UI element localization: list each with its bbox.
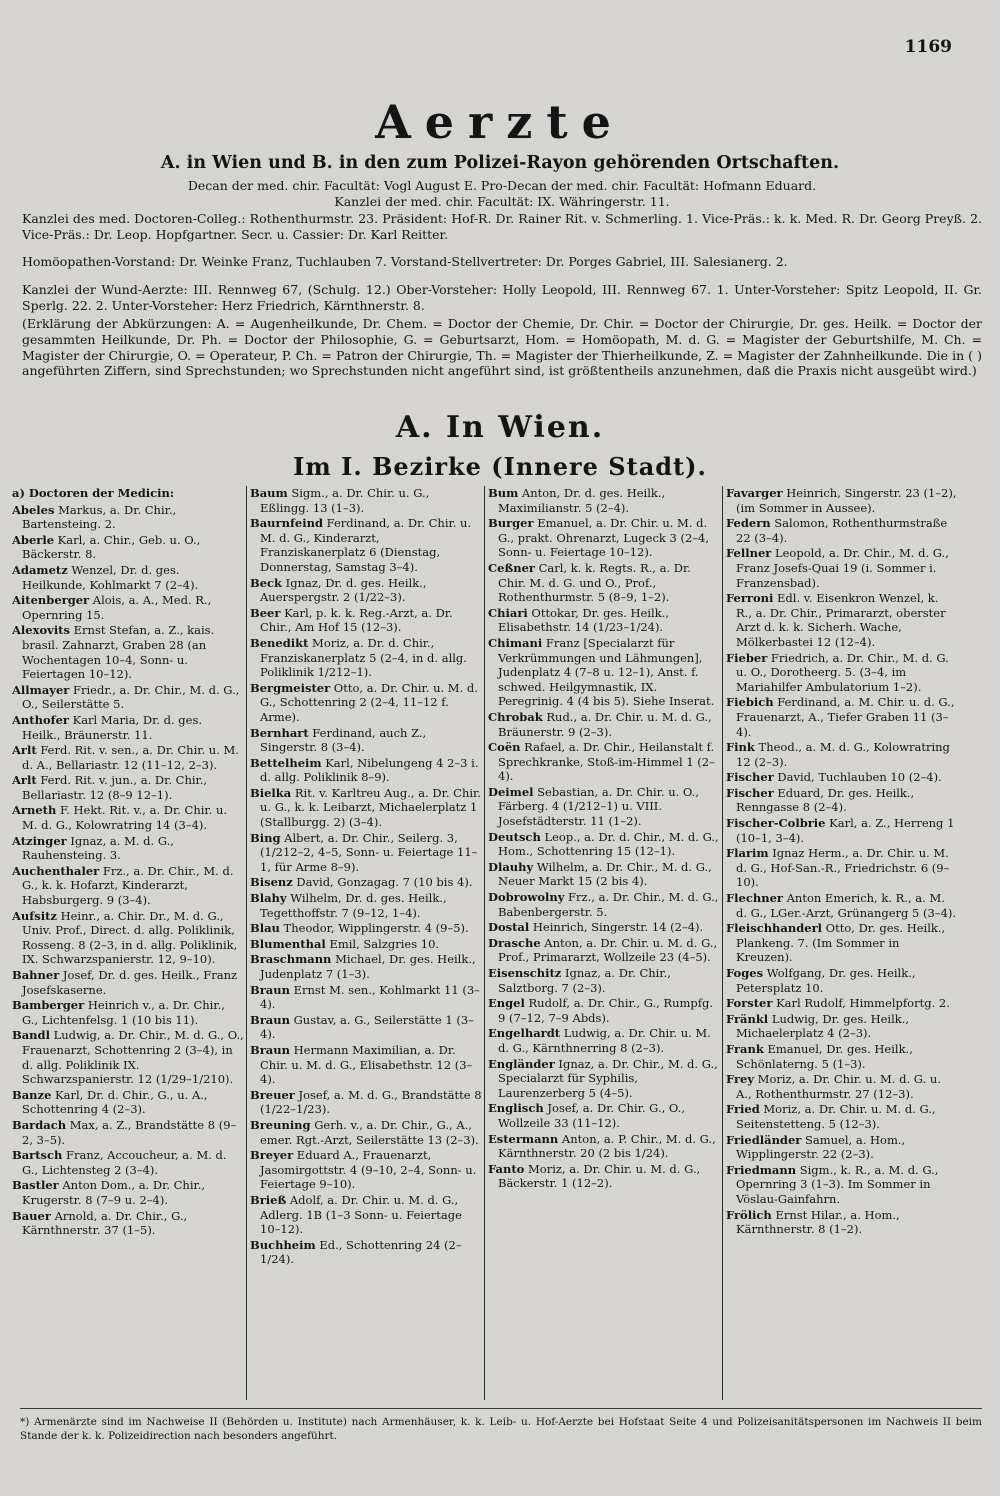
physician-entry — [488, 1101, 720, 1130]
physician-details: Edl. v. Eisenkron Wenzel, k. R., a. Dr. Chir., Primararzt, oberster Arzt d. k. k. Sicherh. Wache, Mölkerbastei 12 (12–4). — [736, 591, 946, 649]
column-divider — [484, 486, 485, 1400]
physician-details: Arnold, a. Dr. Chir., G., Kärnthnerstr. 37 (1–5). — [22, 1208, 188, 1238]
physician-name: Auchenthaler — [12, 863, 100, 878]
physician-name: Arlt — [12, 773, 37, 788]
physician-entry — [250, 937, 482, 952]
column-3 — [488, 486, 720, 1400]
physician-details: Eduard, Dr. ges. Heilk., Renngasse 8 (2–4). — [736, 785, 915, 815]
column-4 — [726, 486, 958, 1400]
physician-details: Ernst M. sen., Kohlmarkt 11 (3–4). — [260, 982, 480, 1012]
physician-name: Bardach — [12, 1117, 67, 1132]
physician-entry — [12, 834, 244, 863]
physician-details: Ignaz Herm., a. Dr. Chir. u. M. d. G., Hof-San.-R., Friedrichstr. 6 (9–10). — [736, 846, 950, 890]
physician-entry — [726, 1163, 958, 1207]
physician-name: Bielka — [250, 785, 292, 800]
physician-name: Braun — [250, 1012, 290, 1027]
physician-details: Wilhelm, Dr. d. ges. Heilk., Tegetthoffstr. 7 (9–12, 1–4). — [260, 891, 447, 920]
physician-details: Frz., a. Dr. Chir., M. d. G., k. k. Hofarzt, Kinderarzt, Habsburgerg. 9 (3–4). — [22, 863, 234, 908]
physician-details: Ferdinand, a. M. Chir. u. d. G., Frauenarzt, A., Tiefer Graben 11 (3–4). — [736, 695, 955, 739]
physician-entry — [488, 486, 720, 515]
physician-entry — [726, 1133, 958, 1162]
physician-details: Alois, a. A., Med. R., Opernring 15. — [22, 593, 212, 622]
physician-entry — [488, 740, 720, 784]
physician-entry — [250, 486, 482, 515]
physician-name: Chimani — [488, 635, 543, 650]
physician-entry — [726, 740, 958, 769]
physician-details: Anton, a. Dr. Chir. u. M. d. G., Prof., Primararzt, Wollzeile 23 (4–5). — [498, 935, 718, 965]
physician-entry — [726, 891, 958, 920]
physician-entry — [250, 891, 482, 920]
header-surgeons-office: Kanzlei der Wund-Aerzte: III. Rennweg 67, (Schulg. 12.) Ober-Vorsteher: Holly Leopold, III. Rennweg 67. 1. Unter-Vorsteher: Spitz Leopold, II. Gr. Sperlg. 22. 2. Unter-Vorsteher: Herz Friedrich, Kärnthnerstr. 8. — [22, 282, 982, 313]
physician-details: Leopold, a. Dr. Chir., M. d. G., Franz Josefs-Quai 19 (i. Sommer i. Franzensbad). — [736, 546, 949, 590]
physician-entry — [250, 726, 482, 755]
physician-details: Karl, Dr. d. Chir., G., u. A., Schottenring 4 (2–3). — [22, 1087, 208, 1117]
physician-entry — [726, 651, 958, 695]
physician-details: Moriz, a. Dr. Chir. u. M. d. G., Bäckerstr. 1 (12–2). — [498, 1161, 701, 1191]
physician-entry — [726, 486, 958, 515]
page-subtitle: A. in Wien und B. in den zum Polizei-Rayon gehörenden Ortschaften. — [160, 153, 840, 173]
physician-entry — [250, 681, 482, 725]
physician-details: Otto, Dr. ges. Heilk., Plankeng. 7. (Im Sommer in Kreuzen). — [736, 921, 946, 965]
physician-name: Blumenthal — [250, 936, 326, 951]
physician-name: Arlt — [12, 743, 37, 758]
physician-name: Fieber — [726, 650, 768, 665]
physician-name: Bettelheim — [250, 755, 322, 770]
physician-name: Arneth — [12, 803, 57, 818]
column-1 — [12, 486, 244, 1400]
physician-name: Breuning — [250, 1117, 311, 1132]
physician-entry — [726, 921, 958, 965]
physician-entry — [12, 1178, 244, 1207]
physician-details: Gerh. v., a. Dr. Chir., G., A., emer. Rgt.-Arzt, Seilerstätte 13 (2–3). — [260, 1117, 479, 1147]
physician-name: Drasche — [488, 935, 541, 950]
physician-name: Friedmann — [726, 1162, 797, 1177]
physician-details: Josef, a. M. d. G., Brandstätte 8 (1/22–1/23). — [260, 1087, 482, 1117]
physician-details: Karl, p. k. k. Reg.-Arzt, a. Dr. Chir., Am Hof 15 (12–3). — [260, 605, 453, 635]
physician-details: Wenzel, Dr. d. ges. Heilkunde, Kohlmarkt 7 (2–4). — [22, 562, 199, 592]
physician-name: Fischer — [726, 785, 774, 800]
physician-details: Karl, Nibelungeng 4 2–3 i. d. allg. Poliklinik 8–9). — [260, 755, 479, 785]
physician-details: Anton, a. P. Chir., M. d. G., Kärnthnerstr. 20 (2 bis 1/24). — [498, 1131, 716, 1161]
physician-name: Baurnfeind — [250, 516, 323, 531]
physician-name: Deutsch — [488, 829, 541, 844]
physician-name: Fried — [726, 1102, 760, 1117]
physician-name: Bauer — [12, 1208, 51, 1223]
physician-details: Max, a. Z., Brandstätte 8 (9–2, 3–5). — [22, 1117, 237, 1147]
physician-entry — [250, 756, 482, 785]
physician-details: Rit. v. Karltreu Aug., a. Dr. Chir. u. G., k. k. Leibarzt, Michaelerplatz 1 (Stallburgg. 2) (3–4). — [260, 785, 481, 830]
physician-details: Carl, k. k. Regts. R., a. Dr. Chir. M. d. G. und O., Prof., Rothenthurmstr. 5 (8–9, 1–2). — [498, 560, 691, 605]
physician-details: Wolfgang, Dr. ges. Heilk., Petersplatz 10. — [736, 966, 916, 995]
physician-details: Josef, a. Dr. Chir. G., O., Wollzeile 33 (11–12). — [498, 1101, 685, 1130]
physician-name: Fleischhanderl — [726, 921, 823, 936]
physician-details: Karl Maria, Dr. d. ges. Heilk., Bräunerstr. 11. — [22, 712, 203, 742]
physician-entry — [488, 1132, 720, 1161]
physician-details: Sebastian, a. Dr. Chir. u. O., Färberg. 4 (1/212–1) u. VIII. Josefstädterstr. 11 (1–2). — [498, 784, 699, 829]
physician-details: Ignaz, a. Dr. Chir., Salztborg. 7 (2–3). — [498, 966, 671, 995]
physician-name: Forster — [726, 996, 773, 1011]
section-title: A. In Wien. — [395, 410, 605, 445]
column-1-entries — [12, 503, 244, 1238]
physician-details: Leop., a. Dr. d. Chir., M. d. G., Hom., Schottenring 15 (12–1). — [498, 829, 719, 859]
district-title: Im I. Bezirke (Innere Stadt). — [293, 452, 707, 481]
physician-entry — [250, 1238, 482, 1267]
physician-entry — [726, 846, 958, 890]
physician-name: Braschmann — [250, 952, 332, 967]
page-number: 1169 — [904, 37, 952, 57]
physician-details: Samuel, a. Hom., Wipplingerstr. 22 (2–3). — [736, 1132, 906, 1162]
physician-entry — [726, 516, 958, 545]
physician-name: Frank — [726, 1041, 764, 1056]
physician-name: Breyer — [250, 1148, 294, 1163]
physician-details: Eduard A., Frauenarzt, Jasomirgottstr. 4 (9–10, 2–4, Sonn- u. Feiertage 9–10). — [260, 1148, 477, 1192]
physician-details: Moriz, a. Dr. d. Chir., Franziskanerplatz 5 (2–4, in d. allg. Poliklinik 1/212–1). — [260, 635, 467, 680]
physician-name: Alexovits — [12, 623, 70, 638]
physician-entry — [12, 1148, 244, 1177]
column-2-entries — [250, 486, 482, 1267]
physician-name: Allmayer — [12, 682, 70, 697]
physician-details: Heinr., a. Chir. Dr., M. d. G., Univ. Prof., Direct. d. allg. Poliklinik, Rosseng. 8 (2–3, in d. allg. Poliklinik, IX. Schwarzspanierstr. 12, 9–10). — [22, 908, 238, 967]
physician-name: Buchheim — [250, 1237, 316, 1252]
physician-name: Engelhardt — [488, 1026, 561, 1041]
physician-entry — [250, 636, 482, 680]
physician-name: Fink — [726, 740, 755, 755]
physician-name: Bernhart — [250, 725, 309, 740]
physician-name: Abeles — [12, 502, 55, 517]
physician-details: Ignaz, Dr. d. ges. Heilk., Auerspergstr. 2 (1/22–3). — [260, 575, 427, 605]
physician-details: Rafael, a. Dr. Chir., Heilanstalt f. Sprechkranke, Stoß-im-Himmel 1 (2–4). — [498, 740, 715, 784]
header-homoeopaths: Homöopathen-Vorstand: Dr. Weinke Franz, Tuchlauben 7. Vorstand-Stellvertreter: Dr. Porges Gabriel, III. Salesianerg. 2. — [22, 254, 788, 269]
physician-entry — [12, 533, 244, 562]
physician-details: Albert, a. Dr. Chir., Seilerg. 3, (1/212–2, 4–5, Sonn- u. Feiertage 11–1, für Arme 8–9). — [260, 830, 478, 874]
physician-name: Aitenberger — [12, 593, 90, 608]
physician-entry — [12, 909, 244, 967]
physician-entry — [12, 713, 244, 742]
physician-details: Ludwig, Dr. ges. Heilk., Michaelerplatz 4 (2–3). — [736, 1011, 910, 1041]
physician-details: Heinrich, Singerstr. 14 (2–4). — [529, 920, 704, 935]
physician-details: Karl Rudolf, Himmelpfortg. 2. — [772, 996, 950, 1011]
physician-entry — [488, 785, 720, 829]
physician-name: Fiebich — [726, 695, 774, 710]
physician-details: Gustav, a. G., Seilerstätte 1 (3–4). — [260, 1012, 474, 1042]
physician-details: Karl, a. Z., Herreng 1 (10–1, 3–4). — [736, 816, 955, 845]
physician-name: Bastler — [12, 1178, 59, 1193]
physician-details: Salomon, Rothenthurmstraße 22 (3–4). — [736, 516, 948, 545]
physician-details: F. Hekt. Rit. v., a. Dr. Chir. u. M. d. G., Kolowratring 14 (3–4). — [22, 803, 228, 833]
physician-name: Beer — [250, 605, 281, 620]
physician-name: Blahy — [250, 891, 287, 906]
header-college-office: Kanzlei des med. Doctoren-Colleg.: Rothenthurmstr. 23. Präsident: Hof-R. Dr. Rainer Rit. v. Schmerling. 1. Vice-Präs.: k. k. Med. R. Dr. Georg Preyß. 2. Vice-Präs.: Dr. Leop. Hopfgartner. Secr. u. Cassier: Dr. Karl Reitter. — [22, 211, 982, 242]
physician-entry — [726, 966, 958, 995]
physician-name: Aufsitz — [12, 908, 57, 923]
physician-details: Hermann Maximilian, a. Dr. Chir. u. M. d. G., Elisabethstr. 12 (3–4). — [260, 1042, 473, 1087]
physician-entry — [488, 830, 720, 859]
physician-name: Benedikt — [250, 635, 309, 650]
physician-details: Heinrich v., a. Dr. Chir., G., Lichtenfelsg. 1 (10 bis 11). — [22, 998, 225, 1027]
physician-entry — [250, 606, 482, 635]
physician-details: Ferdinand, auch Z., Singerstr. 8 (3–4). — [260, 725, 427, 755]
physician-name: Flechner — [726, 891, 783, 906]
physician-details: Rud., a. Dr. Chir. u. M. d. G., Bräunerstr. 9 (2–3). — [498, 709, 712, 739]
physician-name: Ceßner — [488, 560, 535, 575]
physician-name: Fischer-Colbrie — [726, 816, 826, 831]
physician-name: Friedländer — [726, 1132, 802, 1147]
physician-details: Rudolf, a. Dr. Chir., G., Rumpfg. 9 (7–12, 7–9 Abds). — [498, 996, 714, 1025]
physician-entry — [726, 1102, 958, 1131]
physician-details: Ernst Stefan, a. Z., kais. brasil. Zahnarzt, Graben 28 (an Wochentagen 10–4, Sonn- u. Feiertagen 10–12). — [22, 623, 215, 682]
physician-entry — [726, 786, 958, 815]
physician-entry — [488, 710, 720, 739]
physician-entry — [250, 1043, 482, 1087]
physician-entry — [488, 606, 720, 635]
physician-details: Ludwig, a. Dr. Chir., M. d. G., O., Frauenarzt, Schottenring 2 (3–4), in d. allg. Poliklinik IX. Schwarzspanierstr. 12 (1/29–1/210). — [22, 1028, 244, 1087]
physician-details: Friedrich, a. Dr. Chir., M. d. G. u. O., Dorotheerg. 5. (3–4, im Mariahilfer Ambulatorium 1–2). — [736, 650, 949, 694]
physician-name: Fischer — [726, 770, 774, 785]
physician-name: Banze — [12, 1087, 52, 1102]
physician-name: Baum — [250, 486, 288, 500]
physician-details: David, Gonzagag. 7 (10 bis 4). — [292, 875, 473, 890]
physician-name: Dobrowolny — [488, 890, 565, 905]
physician-details: Emil, Salzgries 10. — [325, 936, 440, 951]
physician-name: Bum — [488, 486, 519, 500]
physician-details: Wilhelm, a. Dr. Chir., M. d. G., Neuer Markt 15 (2 bis 4). — [498, 859, 712, 889]
physician-entry — [726, 1208, 958, 1237]
physician-name: Bartsch — [12, 1148, 63, 1163]
physician-name: Burger — [488, 516, 534, 531]
physician-name: Chiari — [488, 605, 528, 620]
physician-name: Fanto — [488, 1161, 525, 1176]
physician-entry — [12, 1118, 244, 1147]
physician-name: Bing — [250, 830, 281, 845]
physician-details: Josef, Dr. d. ges. Heilk., Franz Josefskaserne. — [22, 968, 238, 997]
footnote: *) Armenärzte sind im Nachweise II (Behörden u. Institute) nach Armenhäuser, k. k. Leib- u. Hof-Aerzte bei Hofstaat Seite 4 und Polizeisanitätspersonen im Nachweis II beim Stande der k. k. Polizeidirection nach besonders angeführt. — [20, 1416, 982, 1442]
physician-entry — [250, 921, 482, 936]
physician-name: Deimel — [488, 784, 534, 799]
physician-name: Bisenz — [250, 875, 293, 890]
physician-entry — [488, 1162, 720, 1191]
physician-details: Ludwig, a. Dr. Chir. u. M. d. G., Kärnthnerring 8 (2–3). — [498, 1026, 711, 1055]
physician-entry — [12, 563, 244, 592]
physician-entry — [12, 864, 244, 908]
physician-entry — [488, 561, 720, 605]
physician-entry — [726, 996, 958, 1011]
physician-name: Braun — [250, 1042, 290, 1057]
physician-name: Frölich — [726, 1207, 772, 1222]
physician-entry — [12, 1088, 244, 1117]
physician-name: Aberle — [12, 532, 55, 547]
physician-entry — [488, 890, 720, 919]
physician-name: Flarim — [726, 846, 769, 861]
physician-entry — [12, 1028, 244, 1086]
physician-details: Ferdinand, a. Dr. Chir. u. M. d. G., Kinderarzt, Franziskanerplatz 6 (Dienstag, Donnerstag, Samstag 3–4). — [260, 516, 472, 574]
physician-entry — [488, 1057, 720, 1101]
column-4-entries — [726, 486, 958, 1237]
physician-entry — [488, 516, 720, 560]
physician-entry — [250, 831, 482, 875]
physician-details: David, Tuchlauben 10 (2–4). — [773, 770, 942, 785]
physician-details: Theod., a. M. d. G., Kolowratring 12 (2–3). — [736, 740, 950, 769]
physician-entry — [12, 998, 244, 1027]
physician-name: Brieß — [250, 1192, 287, 1207]
physician-entry — [250, 1013, 482, 1042]
physician-details: Ferd. Rit. v. sen., a. Dr. Chir. u. M. d. A., Bellariastr. 12 (11–12, 2–3). — [22, 743, 239, 772]
physician-name: Fränkl — [726, 1011, 769, 1026]
physician-name: Favarger — [726, 486, 783, 500]
physician-entry — [488, 860, 720, 889]
physician-name: Breuer — [250, 1087, 295, 1102]
physician-entry — [12, 683, 244, 712]
physician-entry — [12, 968, 244, 997]
physician-name: Beck — [250, 575, 283, 590]
physician-entry — [250, 983, 482, 1012]
physician-entry — [726, 816, 958, 845]
header-dean-line: Decan der med. chir. Facultät: Vogl August E. Pro-Decan der med. chir. Facultät: Hofmann Eduard. — [187, 178, 817, 193]
physician-entry — [726, 591, 958, 649]
physician-details: Michael, Dr. ges. Heilk., Judenplatz 7 (1–3). — [260, 952, 476, 981]
physician-entry — [488, 920, 720, 935]
physician-details: Adolf, a. Dr. Chir. u. M. d. G., Adlerg. 1B (1–3 Sonn- u. Feiertage 10–12). — [260, 1192, 462, 1237]
physician-name: Bamberger — [12, 998, 85, 1013]
physician-entry — [250, 952, 482, 981]
physician-entry — [250, 1088, 482, 1117]
physician-details: Ignaz, a. Dr. Chir., M. d. G., Specialarzt für Syphilis, Laurenzerberg 5 (4–5). — [498, 1056, 718, 1100]
header-faculty-office: Kanzlei der med. chir. Facultät: IX. Währingerstr. 11. — [334, 194, 670, 209]
footnote-divider — [20, 1408, 982, 1409]
physician-entry — [726, 695, 958, 739]
physician-entry — [488, 1026, 720, 1055]
physician-entry — [488, 996, 720, 1025]
physician-name: Anthofer — [12, 712, 69, 727]
physician-entry — [726, 1042, 958, 1071]
physician-details: Frz., a. Dr. Chir., M. d. G., Babenbergerstr. 5. — [498, 890, 719, 919]
physician-details: Moriz, a. Dr. Chir. u. M. d. G. u. A., Rothenthurmstr. 27 (12–3). — [736, 1072, 941, 1101]
physician-entry — [250, 1118, 482, 1147]
column-divider — [246, 486, 247, 1400]
physician-details: Ed., Schottenring 24 (2–1/24). — [260, 1237, 462, 1267]
physician-details: Markus, a. Dr. Chir., Bartensteing. 2. — [22, 502, 177, 532]
physician-details: Emanuel, a. Dr. Chir. u. M. d. G., prakt. Ohrenarzt, Lugeck 3 (2–4, Sonn- u. Feiertage 10–12). — [498, 516, 710, 560]
physician-name: Fellner — [726, 546, 772, 561]
physician-details: Emanuel, Dr. ges. Heilk., Schönlaterng. 5 (1–3). — [736, 1041, 913, 1071]
physician-details: Franz [Specialarzt für Verkrümmungen und Lähmungen], Judenplatz 4 (7–8 u. 12–1), Anst. f. schwed. Heilgymnastik, IX. Peregrinig. 4 (4 bis 5). Siehe Inserat. — [498, 635, 715, 709]
physician-details: Heinrich, Singerstr. 23 (1–2), (im Sommer in Aussee). — [736, 486, 957, 515]
physician-entry — [726, 546, 958, 590]
physician-entry — [250, 786, 482, 830]
physician-name: Ferroni — [726, 591, 774, 606]
physician-details: Friedr., a. Dr. Chir., M. d. G., O., Seilerstätte 5. — [22, 682, 240, 712]
physician-details: Anton, Dr. d. ges. Heilk., Maximilianstr. 5 (2–4). — [498, 486, 666, 515]
physician-details: Moriz, a. Dr. Chir. u. M. d. G., Seitenstetteng. 5 (12–3). — [736, 1102, 936, 1131]
physician-entry — [488, 966, 720, 995]
column-heading: a) Doctoren der Medicin: — [12, 486, 175, 500]
physician-details: Ignaz, a. M. d. G., Rauhensteing. 3. — [22, 833, 174, 863]
page-title: Aerzte — [375, 95, 625, 149]
physician-details: Sigm., k. R., a. M. d. G., Opernring 3 (1–3). Im Sommer in Vöslau-Gainfahrn. — [736, 1162, 939, 1206]
physician-entry — [12, 593, 244, 622]
physician-entry — [12, 1209, 244, 1238]
physician-name: Braun — [250, 982, 290, 997]
physician-name: Engel — [488, 996, 525, 1011]
physician-name: Frey — [726, 1072, 755, 1087]
physician-details: Anton Emerich, k. R., a. M. d. G., LGer.-Arzt, Grünangerg 5 (3–4). — [736, 891, 957, 920]
physician-name: Foges — [726, 966, 764, 980]
physician-name: Blau — [250, 921, 280, 936]
physician-entry — [12, 773, 244, 802]
physician-entry — [12, 743, 244, 772]
physician-details: Otto, a. Dr. Chir. u. M. d. G., Schottenring 2 (2–4, 11–12 f. Arme). — [260, 680, 478, 724]
physician-entry — [12, 623, 244, 681]
column-3-entries — [488, 486, 720, 1191]
physician-entry — [488, 936, 720, 965]
physician-entry — [250, 1193, 482, 1237]
physician-name: Eisenschitz — [488, 966, 562, 980]
physician-name: Bergmeister — [250, 680, 331, 695]
physician-name: Bandl — [12, 1028, 50, 1043]
physician-name: Dostal — [488, 920, 530, 935]
physician-entry — [488, 636, 720, 709]
physician-details: Theodor, Wipplingerstr. 4 (9–5). — [279, 921, 469, 936]
physician-entry — [250, 576, 482, 605]
header-abbreviations: (Erklärung der Abkürzungen: A. = Augenheilkunde, Dr. Chem. = Doctor der Chemie, Dr. Chir. = Doctor der Chirurgie, Dr. ges. Heilk. = Doctor der gesammten Heilkunde, Dr. Ph. = Doctor der Philosophie, G. = Geburtsarzt, Hom. = Homöopath, M. d. G. = Magister der Geburtshilfe, M. Ch. = Magister der Chirurgie, O. = Operateur, P. Ch. = Patron der Chirurgie, Th. = Magister der Thierheilkunde, Z. = Magister der Zahnheilkunde. Die in ( ) angeführten Ziffern, sind Sprechstunden; wo Sprechstunden nicht angeführt sind, ist größtentheils anzunehmen, daß die Praxis nicht ausgeübt wird.) — [22, 316, 982, 379]
physician-entry — [12, 803, 244, 832]
column-2 — [250, 486, 482, 1400]
physician-details: Franz, Accoucheur, a. M. d. G., Lichtensteg 2 (3–4). — [22, 1148, 227, 1177]
physician-entry — [726, 1072, 958, 1101]
physician-entry — [726, 770, 958, 785]
physician-entry — [726, 1012, 958, 1041]
physician-name: Federn — [726, 516, 771, 531]
physician-name: Estermann — [488, 1131, 559, 1146]
physician-details: Ferd. Rit. v. jun., a. Dr. Chir., Bellariastr. 12 (8–9 12–1). — [22, 773, 208, 802]
physician-details: Ottokar, Dr. ges. Heilk., Elisabethstr. 14 (1/23–1/24). — [498, 605, 669, 635]
column-divider — [722, 486, 723, 1400]
physician-name: Adametz — [12, 562, 68, 577]
physician-entry — [250, 516, 482, 574]
physician-details: Sigm., a. Dr. Chir. u. G., Eßlingg. 13 (1–3). — [260, 486, 430, 515]
physician-name: Chrobak — [488, 709, 543, 724]
physician-name: Atzinger — [12, 833, 67, 848]
physician-entry — [250, 875, 482, 890]
physician-name: Bahner — [12, 968, 60, 982]
physician-name: Englisch — [488, 1101, 544, 1116]
physician-name: Coën — [488, 740, 521, 755]
physician-entry — [250, 1148, 482, 1192]
physician-name: Engländer — [488, 1056, 555, 1071]
physician-name: Dlauhy — [488, 859, 534, 874]
physician-entry — [12, 503, 244, 532]
physician-details: Karl, a. Chir., Geb. u. O., Bäckerstr. 8. — [22, 532, 201, 562]
physician-details: Anton Dom., a. Dr. Chir., Krugerstr. 8 (7–9 u. 2–4). — [22, 1178, 206, 1207]
physician-details: Ernst Hilar., a. Hom., Kärnthnerstr. 8 (1–2). — [736, 1207, 900, 1237]
